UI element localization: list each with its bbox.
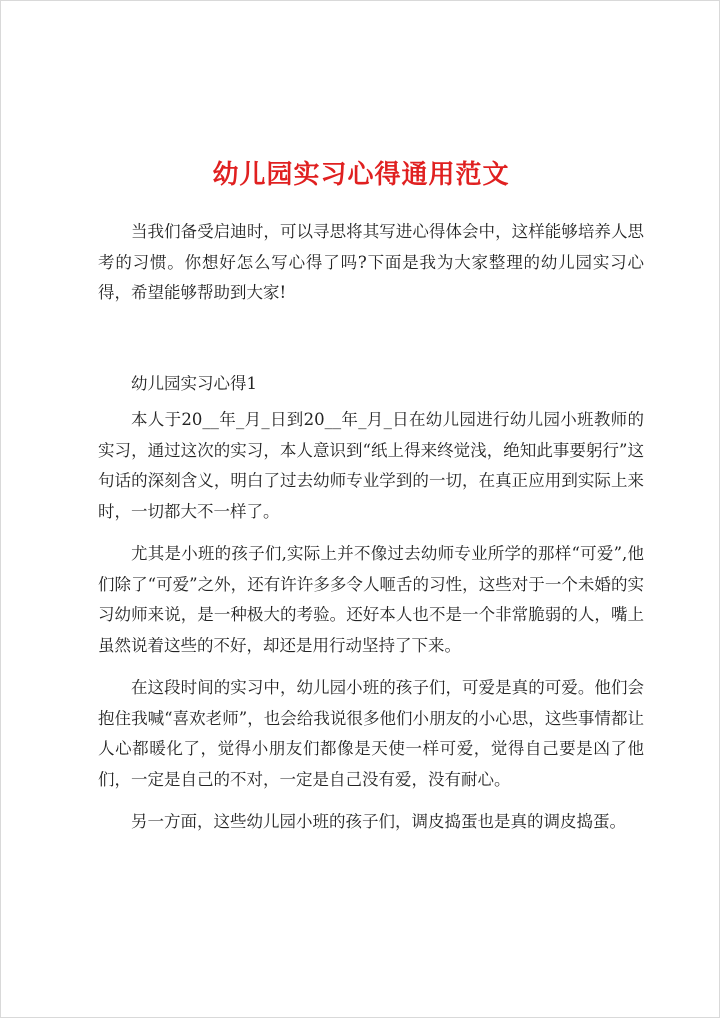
section-heading: 幼儿园实习心得1: [131, 373, 257, 393]
body-paragraph-2: 尤其是小班的孩子们,实际上并不像过去幼师专业所学的那样“可爱”,他们除了“可爱”之外，还有许许多多令人咂舌的习性，这些对于一个未婚的实习幼师来说，是一种极大的考验。还好本人也不是一个非常脆弱的人，嘴上虽然说着这些的不好，却还是用行动坚持了下来。: [98, 544, 644, 655]
body-paragraph-3: 在这段时间的实习中，幼儿园小班的孩子们，可爱是真的可爱。他们会抱住我喊“喜欢老师”，也会给我说很多他们小朋友的小心思，这些事情都让人心都暖化了，觉得小朋友们都像是天使一样可爱，觉得自己要是凶了他们，一定是自己的不对，一定是自己没有爱，没有耐心。: [98, 678, 644, 789]
document-body: [98, 217, 644, 850]
body-paragraph-1: 本人于20__年_月_日到20__年_月_日在幼儿园进行幼儿园小班教师的实习，通过这次的实习，本人意识到“纸上得来终觉浅，绝知此事要躬行”这句话的深刻含义，明白了过去幼师专业学到的一切，在真正应用到实际上来时，一切都大不一样了。: [98, 410, 644, 521]
document-title: 幼儿园实习心得通用范文: [212, 160, 510, 190]
body-paragraph-4: 另一方面，这些幼儿园小班的孩子们，调皮捣蛋也是真的调皮捣蛋。: [131, 812, 626, 831]
intro-paragraph: 当我们备受启迪时，可以寻思将其写进心得体会中，这样能够培养人思考的习惯。你想好怎么写心得了吗?下面是我为大家整理的幼儿园实习心得，希望能够帮助到大家!: [98, 222, 644, 302]
